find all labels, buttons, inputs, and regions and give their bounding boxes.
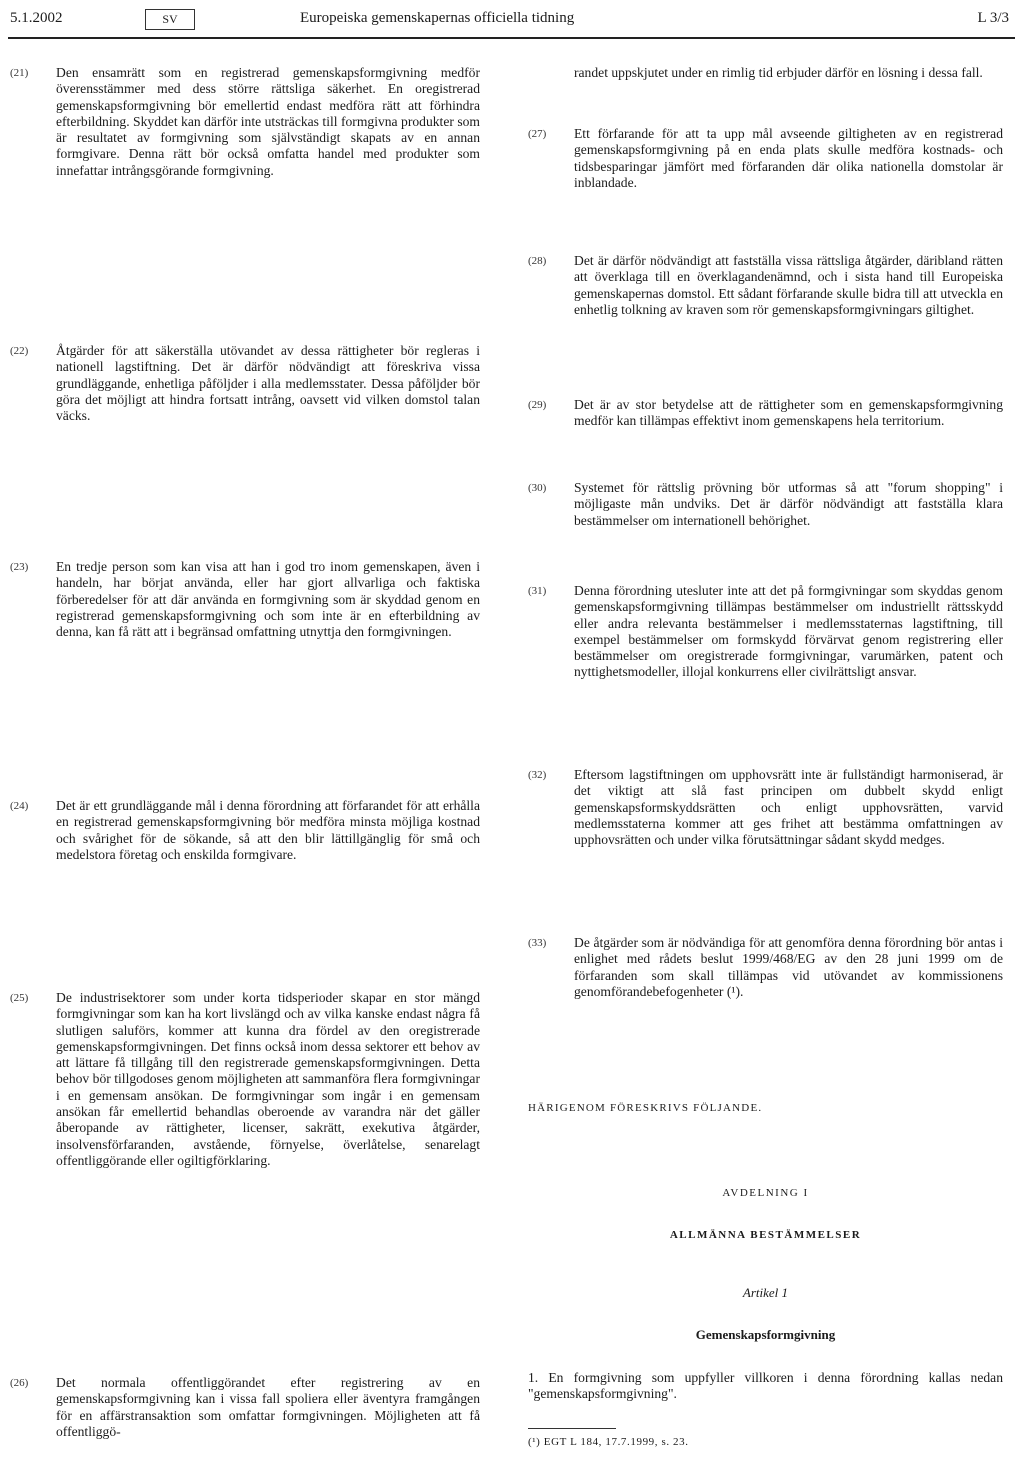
recital-text: En tredje person som kan visa att han i god tro inom gemenskapen, även i handeln, har börjat använda, eller har gjort allvarliga och faktiska förberedelser för att där använda en formgivning som är skyddad genom en registrerad gemenskapsformgivning och som inte är en efterbildning av denna, kan få rätt att i begränsad omfattning utnyttja den formgivningen.: [56, 559, 480, 640]
division-heading: AVDELNING I: [722, 1187, 809, 1199]
page-number: L 3/3: [977, 10, 1009, 26]
language-badge: SV: [145, 9, 195, 30]
recital-number: (32): [528, 769, 547, 781]
recital-number: (26): [10, 1377, 29, 1389]
header-rule: [8, 37, 1015, 39]
recital-number: (28): [528, 255, 547, 267]
recital-text: Eftersom lagstiftningen om upphovsrätt inte är fullständigt harmoniserad, är det viktigt att slå fast principen om dubbelt skydd enligt gemenskapsformskyddsrätten och enligt upphovsrätten, varvid medlemsstaterna kommer att ges frihet att bestämma omfattningen av upphovsrätten och under vilka förutsättningar sådant skydd medges.: [574, 767, 1003, 848]
recital-text: Den ensamrätt som en registrerad gemenskapsformgivning medför överensstämmer med dess större rättsliga säkerhet. En oregistrerad gemenskapsformgivning bör emellertid endast medföra rätt att förhindra efterbildning. Skyddet kan därför inte utsträckas till formgivna produkter som är resultatet av formgivning som självständigt skapats av en annan formgivare. Denna rätt bör också omfatta handel med produkter som innefattar intrångsgörande formgivning.: [56, 65, 480, 178]
recital-24: [10, 798, 480, 863]
recital-28: [528, 253, 1003, 318]
footnote: (¹) EGT L 184, 17.7.1999, s. 23.: [528, 1436, 689, 1448]
recital-number: (22): [10, 345, 29, 357]
journal-title: Europeiska gemenskapernas officiella tidning: [300, 10, 575, 26]
recital-26: [10, 1375, 480, 1440]
recital-text: Denna förordning utesluter inte att det på formgivningar som skyddas genom gemenskapsformgivning tillämpas bestämmelser om industriellt rättsskydd eller andra relevanta bestämmelser i medlemsstaternas lagstiftning, till exempel bestämmelser om formskydd förvärvat genom registrering eller bestämmelser om oregistrerade formgivningar, varumärken, patent och nyttighetsmodeller, illojal konkurrens eller civilrättsligt ansvar.: [574, 583, 1003, 680]
recital-26-continued: [528, 65, 1003, 81]
recital-number: (24): [10, 800, 29, 812]
recital-30: [528, 480, 1003, 529]
recital-text: Åtgärder för att säkerställa utövandet av dessa rättigheter bör regleras i nationell lagstiftning. Det är därför nödvändigt att föreskriva vissa grundläggande, enhetliga påföljder i alla medlemsstater. Dessa påföljder bör göra det möjligt att hindra fortsatt intrång, oavsett vid vilken domstol talan väcks.: [56, 343, 480, 424]
article-heading: Artikel 1: [742, 1285, 789, 1300]
recital-number: (33): [528, 937, 547, 949]
recital-21: [10, 65, 480, 179]
division-title: ALLMÄNNA BESTÄMMELSER: [669, 1229, 862, 1241]
recital-22: [10, 343, 480, 424]
recital-number: (30): [528, 482, 547, 494]
recital-number: (25): [10, 992, 29, 1004]
recital-23: [10, 559, 480, 640]
recital-number: (23): [10, 561, 29, 573]
recital-32: [528, 767, 1003, 848]
recital-text: Det är därför nödvändigt att fastställa vissa rättsliga åtgärder, däribland rätten att överklaga till en överklagandenämnd, och i sista hand till Europeiska gemenskapernas domstol. Ett sådant förfarande skulle bidra till att utveckla en enhetlig tolkning av kraven som rör gemenskapsformgivningars giltighet.: [574, 253, 1003, 317]
recital-text: Det är ett grundläggande mål i denna förordning att förfarandet för att erhålla en registrerad gemenskapsformgivning bör medföra minsta möjliga kostnad och svårighet för de sökande, så att den blir lättillgänglig för små och medelstora företag och enskilda formgivare.: [56, 798, 480, 862]
recital-text: Ett förfarande för att ta upp mål avseende giltigheten av en registrerad gemenskapsformgivning på en enda plats skulle medföra kostnads- och tidsbesparingar jämfört med förfaranden där olika nationella domstolar är inblandade.: [574, 126, 1003, 190]
recital-25: [10, 990, 480, 1169]
recital-text: Det normala offentliggörandet efter registrering av en gemenskapsformgivning kan i vissa fall spoliera eller äventyra framgången för en affärstransaktion som omfattar formgivningen. Möjligheten att få offentliggö-: [56, 1375, 480, 1439]
recital-text: Det är av stor betydelse att de rättigheter som en gemenskapsformgivning medför kan tillämpas effektivt inom gemenskapens hela territorium.: [574, 397, 1003, 429]
page-header: [0, 0, 1023, 40]
enacting-formula: HÄRIGENOM FÖRESKRIVS FÖLJANDE.: [528, 1102, 763, 1114]
article-title: Gemenskapsformgivning: [695, 1327, 836, 1342]
recital-number: (29): [528, 399, 547, 411]
recital-27: [528, 126, 1003, 191]
recital-number: (31): [528, 585, 547, 597]
recital-number: (21): [10, 67, 29, 79]
article-paragraph: [528, 1370, 1003, 1403]
article-paragraph-text: 1. En formgivning som uppfyller villkoren i denna förordning kallas nedan "gemenskapsformgivning".: [528, 1370, 1003, 1402]
recital-number: (27): [528, 128, 547, 140]
recital-33: [528, 935, 1003, 1000]
header-date: 5.1.2002: [10, 10, 63, 26]
recital-text: De åtgärder som är nödvändiga för att genomföra denna förordning bör antas i enlighet med rådets beslut 1999/468/EG av den 28 juni 1999 om de förfaranden som skall tillämpas vid utövandet av kommissionens genomförandebefogenheter (¹).: [574, 935, 1003, 999]
recital-31: [528, 583, 1003, 681]
recital-text: De industrisektorer som under korta tidsperioder skapar en stor mängd formgivningar som kan ha kort livslängd och av vilka kanske endast några få slutligen saluförs, kommer att kunna dra fördel av den oregistrerade gemenskapsformgivningen. Det finns också inom dessa sektorer ett behov av att lättare få tillgång till den registrerade gemenskapsformgivningen. Detta behov bör tillgodoses genom möjligheten att sammanföra flera formgivningar i en gemensam ansökan. De formgivningar som ingår i en gemensam ansökan får emellertid behandlas oberoende av varandra när det gäller åberopande av rättigheter, licenser, sakrätt, exekutiva åtgärder, insolvensförfaranden, avstående, förnyelse, överlåtelse, senarelagt offentliggörande eller ogiltigförklaring.: [56, 990, 480, 1168]
recital-text: randet uppskjutet under en rimlig tid erbjuder därför en lösning i dessa fall.: [574, 65, 983, 80]
recital-text: Systemet för rättslig prövning bör utformas så att "forum shopping" i möjligaste mån undviks. Det är därför nödvändigt att fastställa klara bestämmelser om internationell behörighet.: [574, 480, 1003, 528]
recital-29: [528, 397, 1003, 430]
footnote-rule: [528, 1428, 616, 1429]
